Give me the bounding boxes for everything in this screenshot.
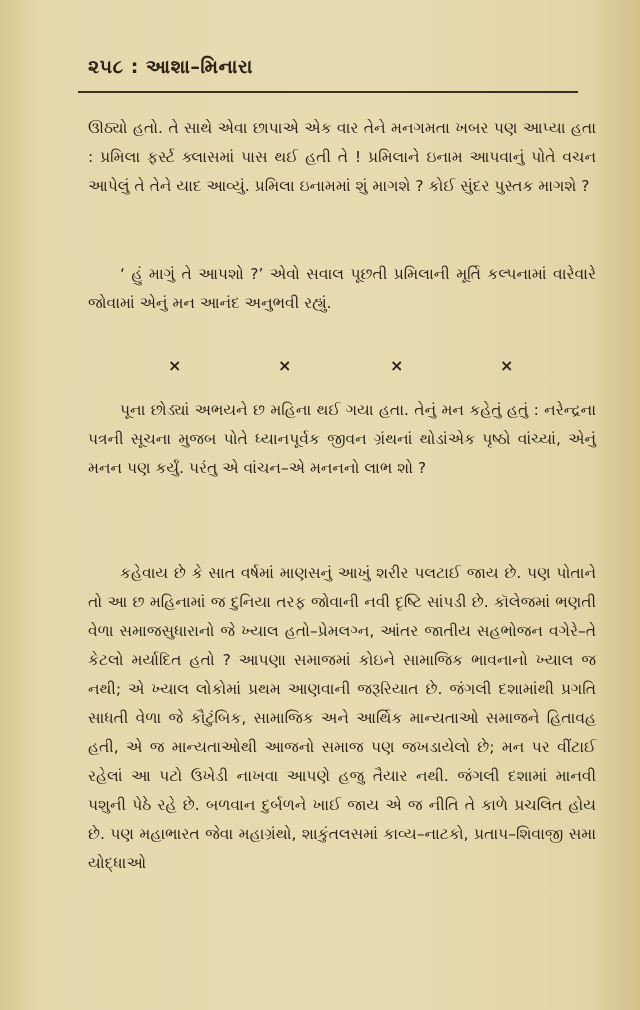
running-header: ૨૫૮ : આશા–મિનારા (88, 56, 253, 78)
paragraph-1: ઊઠ્યો હતો. તે સાથે એવા છાપાએ એક વાર તેને મનગમતા ખબર પણ આપ્યા હતા : પ્રમિલા ફર્સ્ટ ક્લાસમાં પાસ થઈ હતી તે ! પ્રમિલાને ઇનામ આપવાનું પોતે વચન આપેલું તે તેને યાદ આવ્યું. પ્રમિલા ઇનામમાં શું માગશે ? કોઈ સુંદર પુસ્તક માગશે ? (88, 119, 596, 195)
section-break-mark: × (500, 356, 514, 375)
paragraph-3: પૂના છોડ્યાં અભયને છ મહિના થઈ ગયા હતા. તેનું મન કહેતું હતું : નરેન્દ્રના પત્રની સૂચના મુજબ પોતે ધ્યાનપૂર્વક જીવન ગ્રંથનાં થોડાંએક પૃષ્ઠો વાંચ્યાં, એનું મનન પણ કર્યું. પરંતુ એ વાંચન–એ મનનનો લાભ શો ? (88, 401, 596, 477)
section-break-mark: × (168, 356, 182, 375)
section-break-mark: × (390, 356, 404, 375)
paragraph-2: ‘ હું માગું તે આપશો ?’ એવો સવાલ પૂછતી પ્રમિલાની મૂર્તિ કલ્પનામાં વારેવારે જોવામાં એનું મન આનંદ અનુભવી રહ્યું. (88, 265, 596, 312)
header-rule (78, 91, 578, 93)
paragraph-4: કહેવાય છે કે સાત વર્ષમાં માણસનું આખું શરીર પલટાઈ જાય છે. પણ પોતાને તો આ છ મહિનામાં જ દુનિયા તરફ જોવાની નવી દૃષ્ટિ સાંપડી છે. કૉલેજમાં ભણતી વેળા સમાજસુધારાનો જે ખ્યાલ હતો–પ્રેમલગ્ન, આંતર જાતીય સહભોજન વગેરે–તે કેટલો મર્યાદિત હતો ? આપણા સમાજમાં કોઇને સામાજિક ભાવનાનો ખ્યાલ જ નથી; એ ખ્યાલ લોકોમાં પ્રથમ આણવાની જરૂરિયાત છે. જંગલી દશામાંથી પ્રગતિ સાધતી વેળા જે કૌટુંબિક, સામાજિક અને આર્થિક માન્યતાઓ સમાજને હિતાવહ હતી, એ જ માન્યતાઓથી આજનો સમાજ પણ જખડાયેલો છે; મન પર વીંટાઈ રહેલાં આ પટો ઉખેડી નાખવા આપણે હજુ તૈયાર નથી. જંગલી દશામાં માનવી પશુની પેઠે રહે છે. બળવાન દુર્બળને ખાઈ જાય એ જ નીતિ તે કાળે પ્રચલિત હોય છે. પણ મહાભારત જેવા મહાગ્રંથો, શાકુંતલસમાં કાવ્ય–નાટકો, પ્રતાપ–શિવાજી સમા યોદ્ધાઓ (88, 564, 596, 872)
section-break-mark: × (278, 356, 292, 375)
